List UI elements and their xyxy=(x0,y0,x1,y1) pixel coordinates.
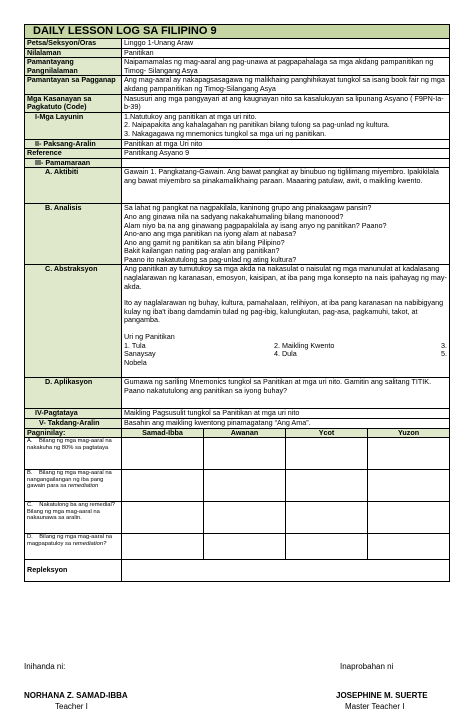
prepared-by-label: Inihanda ni: xyxy=(24,662,66,671)
label-takdang-aralin: V- Takdang-Aralin xyxy=(25,419,122,429)
value-petsa: Linggo 1-Unang Araw xyxy=(122,39,450,49)
value-aktibiti: Gawain 1. Pangkatang-Gawain. Ang bawat pangkat ay binubuo ng tiglilimang miyembro. Ipakikilala ang bawat miyembro sa pinakamalikhaing paraan. Maaaring patulaw, awit, o maikling kwento. xyxy=(122,168,450,204)
value-reference: Panitikang Asyano 9 xyxy=(122,149,450,159)
row-paksang-aralin xyxy=(25,139,450,149)
column-yuzon: Yuzon xyxy=(368,428,450,438)
cell-b-awanan[interactable] xyxy=(204,470,286,502)
value-layunin xyxy=(122,112,450,139)
uri-item: 1. Tula xyxy=(124,340,146,350)
row-kasanayan xyxy=(25,94,450,112)
value-pamantayang-pangnilalaman: Naipamamalas ng mag-aaral ang pag-unawa at pagpapahalaga sa mga akdang pampanitikan ng Timog- Silangang Asya xyxy=(122,58,450,76)
analisis-question: Ano ang gamit ng panitikan sa atin bilang Pilipino? xyxy=(124,237,285,247)
analisis-question: Alam niyo ba na ang ginawang pagpapakilala ay isang anyo ng panitikan? Paano? xyxy=(124,220,387,230)
row-pagninilay xyxy=(25,428,450,438)
cell-d-samad-ibba[interactable] xyxy=(122,534,204,560)
value-pagtataya: Maikling Pagsusulit tungkol sa Panitikan at mga uri nito xyxy=(122,409,450,419)
row-reflection-c xyxy=(25,502,450,534)
row-layunin xyxy=(25,112,450,139)
value-abstraksyon xyxy=(122,265,450,378)
label-kasanayan: Mga Kasanayan sa Pagkatuto (Code) xyxy=(25,94,122,112)
approved-by-label: Inaprobahan ni xyxy=(340,662,394,671)
uri-item: 5. xyxy=(441,349,448,359)
cell-c-ycot[interactable] xyxy=(286,502,368,534)
reflection-a-label: A. Bilang ng mga mag-aaral na nakakuha ng 80% sa pagtataya xyxy=(25,438,122,470)
row-reflection-a xyxy=(25,438,450,470)
uri-item: 3. xyxy=(441,340,448,350)
label-pagninilay: Pagninilay: xyxy=(25,428,122,438)
label-aplikasyon: D. Aplikasyon xyxy=(25,378,122,409)
label-aktibiti: A. Aktibiti xyxy=(25,168,122,204)
analisis-question: Ano-ano ang mga panitikan na iyong alam at nabasa? xyxy=(124,229,297,239)
value-analisis xyxy=(122,204,450,265)
lesson-log-sheet xyxy=(24,24,449,582)
row-pamantayan-pagganap xyxy=(25,76,450,94)
label-petsa: Petsa/Seksyon/Oras xyxy=(25,39,122,49)
value-nilalaman: Panitikan xyxy=(122,48,450,58)
row-abstraksyon xyxy=(25,265,450,378)
value-kasanayan: Nasusuri ang mga pangyayari at ang kaugnayan nito sa kasalukuyan sa lipunang Asyano ( F9PN-Ia-b-39) xyxy=(122,94,450,112)
aplikasyon-line: Paano nakatutulong ang panitikan sa iyong buhay? xyxy=(124,386,288,395)
lesson-log-table xyxy=(24,24,450,582)
cell-a-ycot[interactable] xyxy=(286,438,368,470)
row-aplikasyon xyxy=(25,378,450,409)
cell-b-samad-ibba[interactable] xyxy=(122,470,204,502)
analisis-question: Ano ang ginawa nila na sadyang nakakahumaling bilang manonood? xyxy=(124,211,344,221)
prepared-by-name: NORHANA Z. SAMAD-IBBA xyxy=(24,691,128,700)
cell-a-yuzon[interactable] xyxy=(368,438,450,470)
analisis-question: Bakit kailangan nating pag-aralan ang panitikan? xyxy=(124,246,280,256)
value-repleksyon[interactable] xyxy=(122,560,450,582)
column-ycot: Ycot xyxy=(286,428,368,438)
reflection-c-label: C. Nakatulong ba ang remedial? Bilang ng mga mag-aaral na nakaunawa sa aralin. xyxy=(25,502,122,534)
row-petsa xyxy=(25,39,450,49)
label-abstraksyon: C. Abstraksyon xyxy=(25,265,122,378)
label-nilalaman: Nilalaman xyxy=(25,48,122,58)
value-pamantayan-pagganap: Ang mag-aaral ay nakapagsasagawa ng malikhaing panghihikayat tungkol sa isang book fair ng mga akdang pampanitikan ng Timog-Silangang Asya xyxy=(122,76,450,94)
cell-d-awanan[interactable] xyxy=(204,534,286,560)
reflection-d-label: D. Bilang ng mga mag-aaral na magpapatuloy sa remediation? xyxy=(25,534,122,560)
cell-a-samad-ibba[interactable] xyxy=(122,438,204,470)
row-pamantayang-pangnilalaman xyxy=(25,58,450,76)
uri-title: Uri ng Panitikan xyxy=(124,332,175,342)
label-analisis: B. Analisis xyxy=(25,204,122,265)
row-reflection-d xyxy=(25,534,450,560)
cell-b-yuzon[interactable] xyxy=(368,470,450,502)
footer-names xyxy=(24,691,449,700)
label-pamantayang-pangnilalaman: Pamantayang Pangnilalaman xyxy=(25,58,122,76)
abstraksyon-paragraph: Ito ay naglalarawan ng buhay, kultura, pamahalaan, relihiyon, at iba pang karanasan na nabibigyang kulay ng iba't ibang damdamin tulad ng pag-ibig, kalungkutan, pag-asa, pagkamuhi, takot, at pangamba. xyxy=(124,298,444,325)
row-reflection-b xyxy=(25,470,450,502)
value-paksang-aralin: Panitikan at mga Uri nito xyxy=(122,139,450,149)
prepared-by-title: Teacher I xyxy=(55,702,88,711)
reflection-b-label: B. Bilang ng mga mag-aaral na nangangailangan ng iba pang gawain para sa remediation xyxy=(25,470,122,502)
uri-item: Sanaysay xyxy=(124,349,156,359)
label-reference: Reference xyxy=(25,149,122,159)
layunin-line: 1.Natutukoy ang panitikan at mga uri nito. xyxy=(124,111,257,121)
row-reference xyxy=(25,149,450,159)
row-aktibiti xyxy=(25,168,450,204)
label-paksang-aralin: II- Paksang-Aralin xyxy=(25,139,122,149)
label-pamantayan-pagganap: Pamantayan sa Pagganap xyxy=(25,76,122,94)
value-takdang-aralin: Basahin ang maikling kwentong pinamagatang “Ang Ama”. xyxy=(122,419,450,429)
aplikasyon-line: Gumawa ng sariling Mnemonics tungkol sa Panitikan at mga uri nito. Gamitin ang salitang TITIK. xyxy=(124,377,432,387)
row-analisis xyxy=(25,204,450,265)
footer-titles xyxy=(24,702,449,711)
abstraksyon-paragraph: Ang panitikan ay tumutukoy sa mga akda na nakasulat o naisulat ng mga manunulat at kadalasang naglalarawan ng karanasan, emosyon, kaisipan, at iba pang mga konsepto na nais ipahayag ng may-akda. xyxy=(124,264,447,291)
cell-b-ycot[interactable] xyxy=(286,470,368,502)
uri-item: Nobela xyxy=(124,357,147,367)
label-layunin: I-Mga Layunin xyxy=(25,112,122,139)
cell-c-awanan[interactable] xyxy=(204,502,286,534)
cell-a-awanan[interactable] xyxy=(204,438,286,470)
value-aplikasyon xyxy=(122,378,450,409)
row-repleksyon xyxy=(25,560,450,582)
cell-d-yuzon[interactable] xyxy=(368,534,450,560)
uri-item: 4. Dula xyxy=(274,349,297,359)
cell-d-ycot[interactable] xyxy=(286,534,368,560)
column-awanan: Awanan xyxy=(204,428,286,438)
uri-item: 2. Maikling Kwento xyxy=(274,340,335,350)
cell-c-samad-ibba[interactable] xyxy=(122,502,204,534)
label-pagtataya: IV-Pagtataya xyxy=(25,409,122,419)
layunin-line: 3. Nakagagawa ng mnemonics tungkol sa mga uri ng panitikan. xyxy=(124,128,327,138)
cell-c-yuzon[interactable] xyxy=(368,502,450,534)
approved-by-name: JOSEPHINE M. SUERTE xyxy=(336,691,428,700)
label-repleksyon: Repleksyon xyxy=(25,560,122,582)
footer-labels xyxy=(24,662,449,671)
column-samad-ibba: Samad-Ibba xyxy=(122,428,204,438)
row-takdang-aralin xyxy=(25,419,450,429)
layunin-line: 2. Naipapakita ang kahalagahan ng panitikan bilang tulong sa pag-unlad ng kultura. xyxy=(124,120,390,130)
label-pamamaraan: III- Pamamaraan xyxy=(25,158,122,168)
document-title: DAILY LESSON LOG SA FILIPINO 9 xyxy=(25,25,450,39)
analisis-question: Sa lahat ng pangkat na nagpakilala, kaninong grupo ang pinakaagaw pansin? xyxy=(124,203,372,213)
approved-by-title: Master Teacher I xyxy=(345,702,405,711)
uri-list xyxy=(124,342,447,368)
analisis-question: Paano ito nakatutulong sa pag-unlad ng ating kultura? xyxy=(124,254,297,264)
